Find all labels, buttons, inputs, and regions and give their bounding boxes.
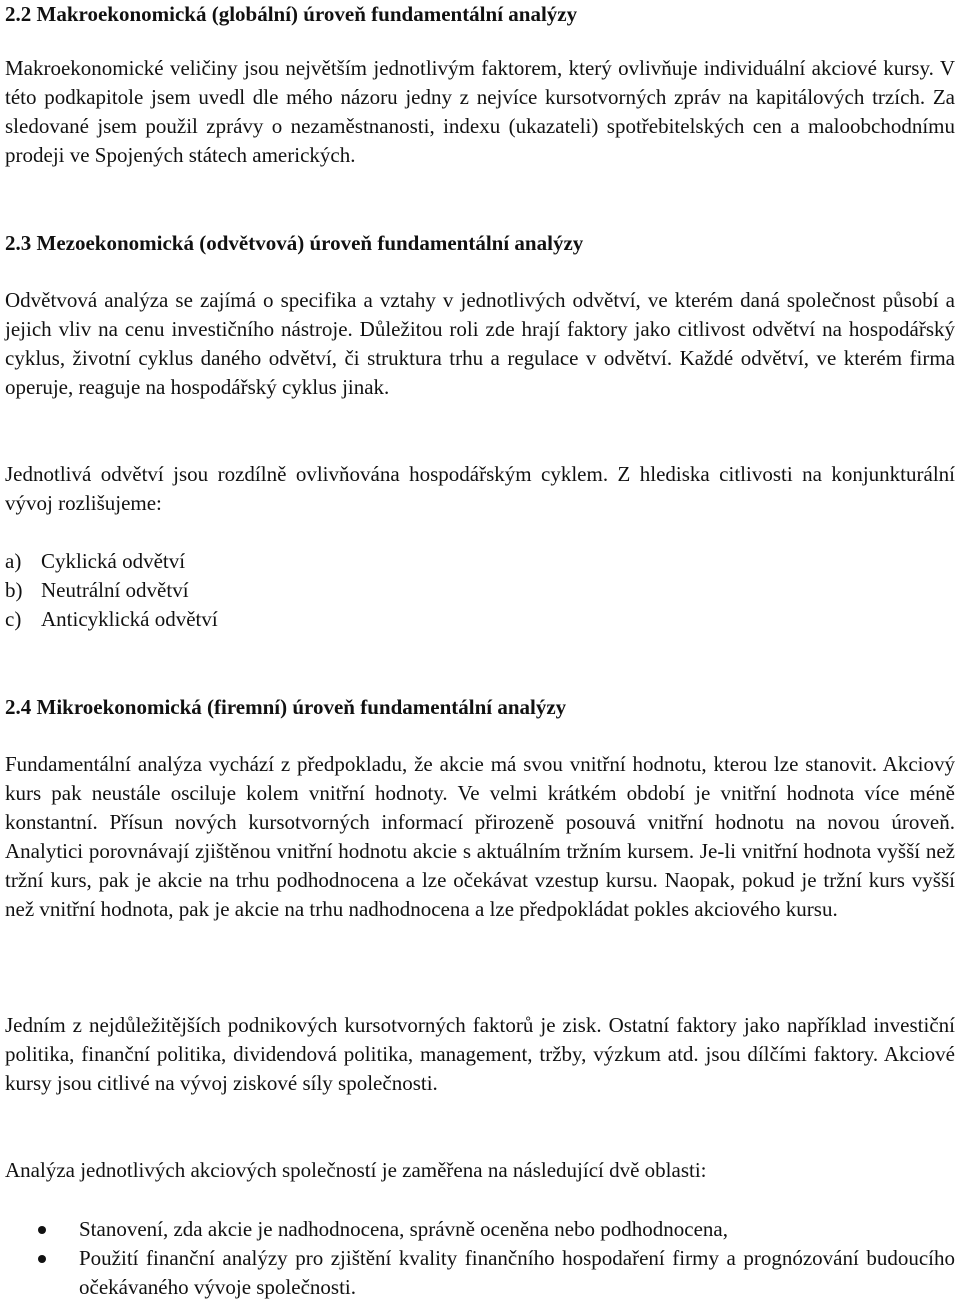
list-marker: b) [5, 578, 23, 602]
paragraph-sector-cycle: Jednotlivá odvětví jsou rozdílně ovlivňována hospodářským cyklem. Z hlediska citlivosti na konjunkturální vývoj rozlišujeme: [5, 462, 955, 515]
bullet-text: Použití finanční analýzy pro zjištění kvality finančního hospodaření firmy a prognózování budoucího očekávaného vývoje společnosti. [79, 1246, 955, 1299]
list-item-text: Neutrální odvětví [41, 578, 189, 602]
paragraph-analysis-areas: Analýza jednotlivých akciových společností je zaměřena na následující dvě oblasti: [5, 1158, 707, 1182]
analysis-areas-list [5, 1215, 955, 1302]
list-marker: a) [5, 549, 22, 573]
sector-type-list [5, 547, 218, 634]
section-heading-2-3: 2.3 Mezoekonomická (odvětvová) úroveň fundamentální analýzy [5, 231, 584, 255]
section-heading-2-2: 2.2 Makroekonomická (globální) úroveň fundamentální analýzy [5, 2, 578, 26]
bullet-icon [38, 1255, 46, 1263]
list-item [5, 547, 218, 576]
list-item [5, 605, 218, 634]
list-item [5, 576, 218, 605]
paragraph-macro: Makroekonomické veličiny jsou největším jednotlivým faktorem, který ovlivňuje individuální akciové kursy. V této podkapitole jsem uvedl dle mého názoru jedny z nejvíce kursotvorných zpráv na kapitálových trzích. Za sledované jsem použil zprávy o nezaměstnanosti, indexu (ukazateli) spotřebitelských cen a maloobchodnímu prodeji ve Spojených státech amerických. [5, 56, 955, 167]
bullet-text: Stanovení, zda akcie je nadhodnocena, správně oceněna nebo podhodnocena, [79, 1217, 728, 1241]
list-item-text: Anticyklická odvětví [41, 607, 218, 631]
paragraph-profit-factor: Jedním z nejdůležitějších podnikových kursotvorných faktorů je zisk. Ostatní faktory jako například investiční politika, finanční politika, dividendová politika, management, tržby, výzkum atd. jsou dílčími faktory. Akciové kursy jsou citlivé na vývoj ziskové síly společnosti. [5, 1013, 955, 1095]
bullet-item [5, 1244, 955, 1302]
section-heading-2-4: 2.4 Mikroekonomická (firemní) úroveň fundamentální analýzy [5, 695, 567, 719]
paragraph-intrinsic-value: Fundamentální analýza vychází z předpokladu, že akcie má svou vnitřní hodnotu, kterou lze stanovit. Akciový kurs pak neustále osciluje kolem vnitřní hodnoty. Ve velmi krátkém období je vnitřní hodnota více méně konstantní. Přísun nových kursotvorných informací přirozeně posouvá vnitřní hodnotu na novou úroveň. Analytici porovnávají zjištěnou vnitřní hodnotu akcie s aktuálním tržním kursem. Je-li vnitřní hodnota vyšší než tržní kurs, pak je akcie na trhu podhodnocena a lze očekávat vzestup kursu. Naopak, pokud je tržní kurs vyšší než vnitřní hodnota, pak je akcie na trhu nadhodnocena a lze předpokládat pokles akciového kursu. [5, 752, 955, 921]
bullet-icon [38, 1226, 46, 1234]
list-marker: c) [5, 607, 22, 631]
bullet-item [5, 1215, 955, 1244]
paragraph-sector-analysis: Odvětvová analýza se zajímá o specifika a vztahy v jednotlivých odvětví, ve kterém daná společnost působí a jejich vliv na cenu investičního nástroje. Důležitou roli zde hrají faktory jako citlivost odvětví na hospodářský cyklus, životní cyklus daného odvětví, či struktura trhu a regulace v odvětví. Každé odvětví, ve kterém firma operuje, reaguje na hospodářský cyklus jinak. [5, 288, 955, 399]
list-item-text: Cyklická odvětví [41, 549, 186, 573]
